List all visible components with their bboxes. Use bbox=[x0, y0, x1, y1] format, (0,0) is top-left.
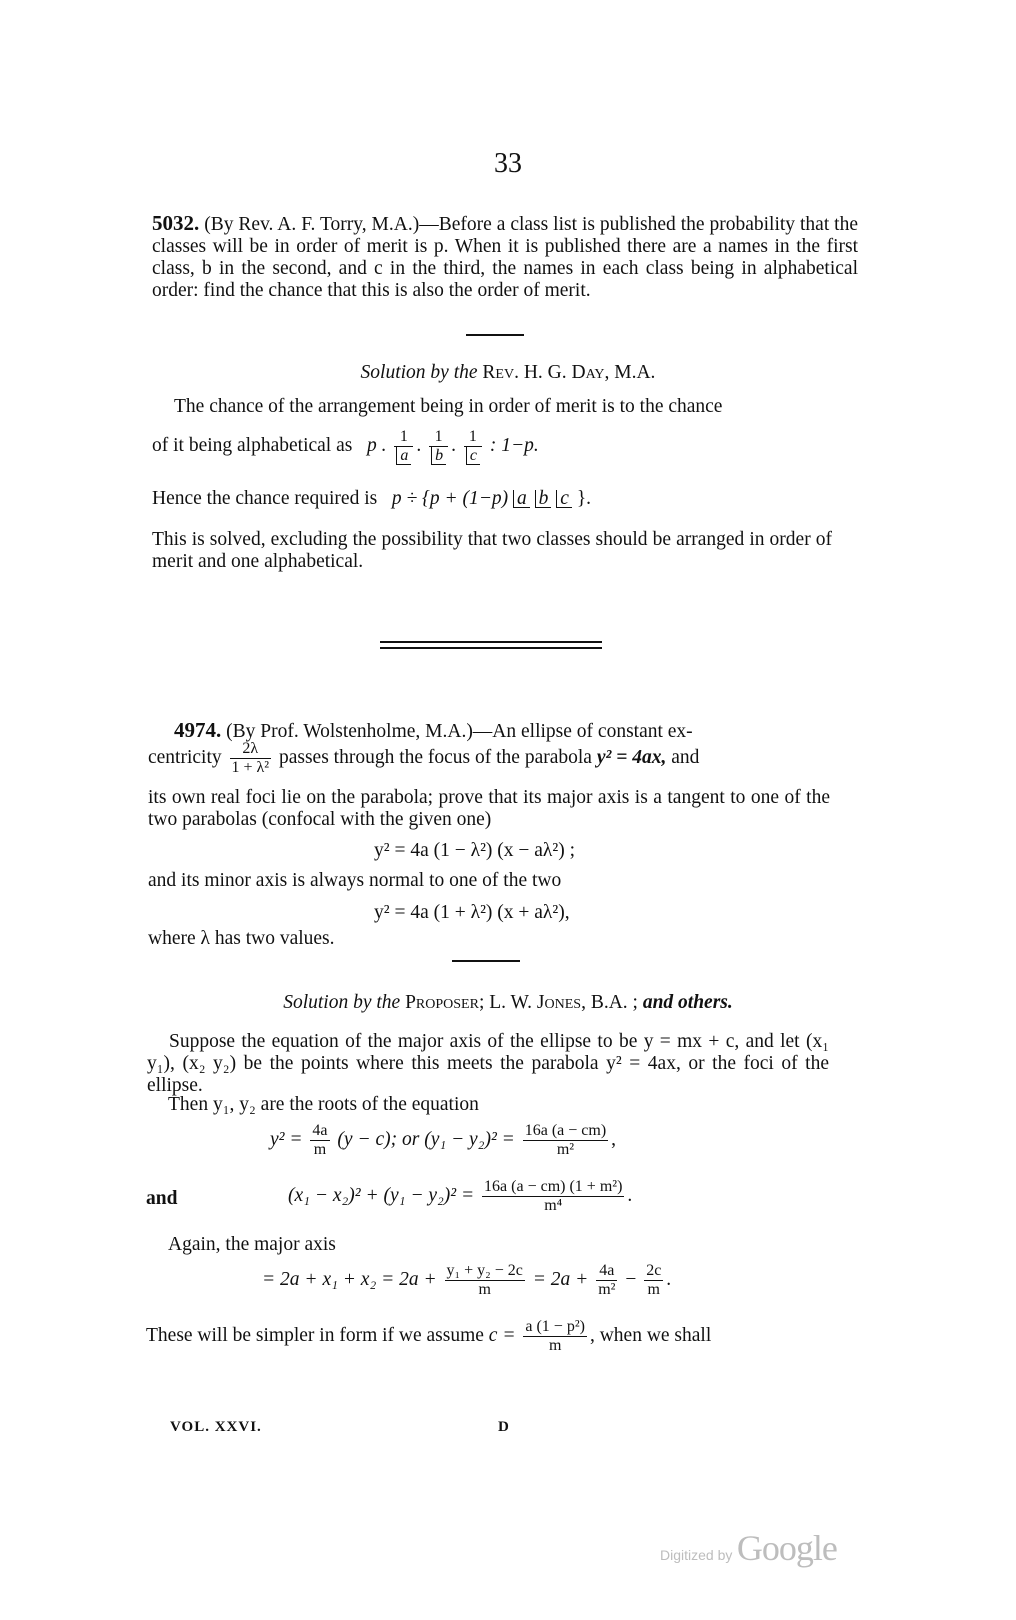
fraction: $\frac{16a (a - cm)}{\text{m²}}$ bbox=[524, 1122, 607, 1158]
short-divider bbox=[452, 960, 520, 962]
question-4974-line: centricity $\frac{2\lambda}{\text{1 + λ²}}$ passes through the focus of the parabola y² = 4ax, and bbox=[148, 740, 700, 776]
solution-paragraph: Then y₁, y₂ are the roots of the equation bbox=[168, 1094, 479, 1115]
fraction: $\frac{\text{16a (a − cm) (1 + m²)}}{\text{m⁴}}$ bbox=[484, 1178, 623, 1214]
question-5032 bbox=[152, 212, 858, 302]
equation: y² = 4a (1 + λ²) (x + aλ²), bbox=[374, 902, 570, 923]
solution-heading: Solution by the Rev. H. G. Day, M.A. bbox=[360, 362, 656, 383]
fraction: $\frac{1}{a}$ bbox=[394, 428, 413, 465]
fraction: $\frac{1}{b}$ bbox=[429, 428, 448, 465]
solution-formula-line: of it being alphabetical as p . $\frac{1}{a}$ . $\frac{1}{b}$ . $\frac{1}{c}$ : 1−p. bbox=[152, 428, 539, 464]
signature-mark: D bbox=[498, 1419, 510, 1435]
page-number: 33 bbox=[494, 148, 522, 179]
fraction: $\frac{\text{a (1 − p²)}}{m}$ bbox=[525, 1318, 585, 1354]
short-divider bbox=[466, 334, 524, 336]
question-4974-text: where λ has two values. bbox=[148, 928, 335, 949]
equation: (x₁ − x₂)² + (y₁ − y₂)² = $\frac{\text{16a (a − cm) (1 + m²)}}{\text{m⁴}}$ . bbox=[288, 1178, 633, 1214]
google-logo: Google bbox=[736, 1528, 837, 1568]
fraction: $\frac{\text{y₁ + y₂ − 2c}}{m}$ bbox=[446, 1262, 523, 1298]
volume-label: VOL. XXVI. bbox=[170, 1419, 262, 1435]
solution-line: The chance of the arrangement being in order of merit is to the chance bbox=[174, 396, 723, 417]
question-4974-line: 4974. (By Prof. Wolstenholme, M.A.)—An ellipse of constant ex- bbox=[174, 718, 693, 742]
fraction: $\frac{4a}{\text{m²}}$ bbox=[598, 1262, 616, 1298]
solution-paragraph: These will be simpler in form if we assume c = $\frac{\text{a (1 − p²)}}{m}$ , when we shall bbox=[146, 1318, 712, 1354]
digitized-watermark: Digitized by Google bbox=[660, 1528, 837, 1568]
equation: y² = 4a (1 − λ²) (x − aλ²) ; bbox=[374, 840, 576, 861]
solution-paragraph: Suppose the equation of the major axis of the ellipse to be y = mx + c, and let (x₁ y₁), (x₂ y₂) be the points where this meets the parabola y² = 4ax, or the foci of the ellipse. bbox=[147, 1031, 829, 1096]
question-4974-text: and its minor axis is always normal to one of the two bbox=[148, 870, 562, 891]
double-divider bbox=[380, 641, 602, 649]
question-4974-text: its own real foci lie on the parabola; prove that its major axis is a tangent to one of the two parabolas (confocal with the given one) bbox=[148, 787, 830, 830]
question-number: 5032. bbox=[152, 211, 200, 235]
fraction: $\frac{1}{c}$ bbox=[464, 428, 482, 465]
question-number: 4974. bbox=[174, 718, 222, 742]
fraction: $\frac{2\lambda}{\text{1 + λ²}}$ bbox=[231, 740, 270, 776]
solution-closing: This is solved, excluding the possibility that two classes should be arranged in order of merit and one alphabetical. bbox=[152, 529, 832, 572]
question-text: (By Rev. A. F. Torry, M.A.)—Before a class list is published the probability that the classes will be in order of merit is p. When it is published there are a names in the first class, b in the second, and c in the third, the names in each class being in alphabetical order: find the chance that this is also the order of merit. bbox=[152, 214, 859, 301]
equation: = 2a + x₁ + x₂ = 2a + $\frac{\text{y₁ + y₂ − 2c}}{m}$ = 2a + $\frac{4a}{\text{m²}}$ − $\frac{2c}{m}$ . bbox=[262, 1262, 672, 1298]
fraction: $\frac{4a}{m}$ bbox=[312, 1122, 328, 1158]
solution-formula-line: Hence the chance required is p ÷ {p + (1−p) a b c }. bbox=[152, 488, 592, 509]
equation: y² = $\frac{4a}{m}$ (y − c); or (y₁ − y₂)² = $\frac{16a (a - cm)}{\text{m²}}$ , bbox=[270, 1122, 617, 1158]
solution-heading: Solution by the Proposer; L. W. Jones, B.A. ; and others. bbox=[283, 992, 733, 1013]
solution-paragraph: Again, the major axis bbox=[168, 1234, 336, 1255]
fraction: $\frac{2c}{m}$ bbox=[646, 1262, 662, 1298]
and-label: and bbox=[146, 1188, 178, 1209]
